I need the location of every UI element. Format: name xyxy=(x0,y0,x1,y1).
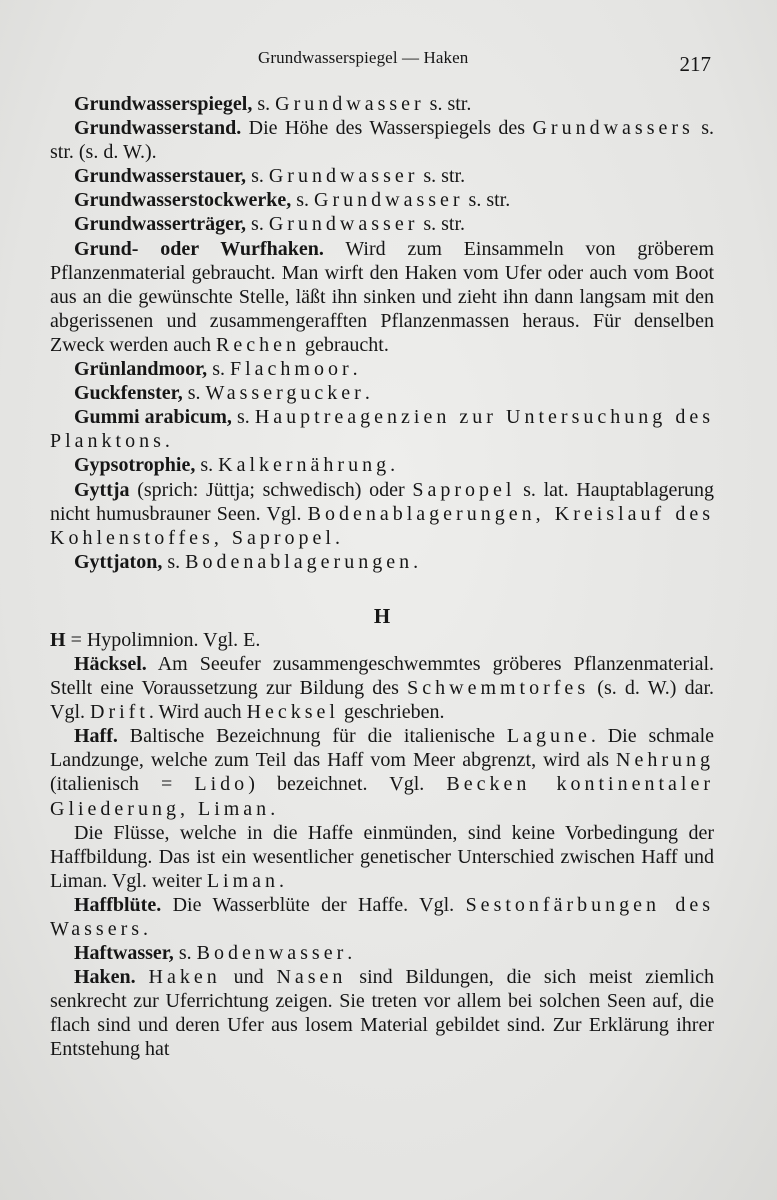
entry-headword: Grundwasserstockwerke, xyxy=(74,189,292,212)
dictionary-entry xyxy=(50,237,714,357)
dictionary-entry xyxy=(50,381,714,405)
spaced-reference: Hauptreagenzien zur Untersuchung des Planktons xyxy=(50,406,714,453)
dictionary-entry xyxy=(50,821,714,893)
entry-text xyxy=(136,966,149,988)
entry-text: Am Seeufer zusammengeschwemmtes gröberes Pflanzenmaterial. Stellt eine Voraussetzung zur Bildung des xyxy=(50,652,714,700)
dictionary-entry xyxy=(50,941,714,965)
entry-headword: Grund- oder Wurfhaken. xyxy=(74,237,324,260)
entry-headword: Haffblüte. xyxy=(74,893,162,916)
entry-text: s. xyxy=(162,550,186,573)
entry-headword: Haken. xyxy=(74,966,136,989)
entry-text: s. xyxy=(246,165,269,188)
entry-text: s. xyxy=(291,189,315,212)
dictionary-entry xyxy=(50,92,714,116)
dictionary-entry xyxy=(50,478,714,550)
entry-text: . Wird auch xyxy=(148,701,247,724)
dictionary-entry xyxy=(50,116,714,164)
entry-text: s. str. xyxy=(418,213,466,236)
dictionary-entry xyxy=(50,550,714,574)
entry-text: (italienisch = xyxy=(50,773,195,796)
entry-text: gebraucht. xyxy=(300,333,389,356)
entry-text: = Hypolimnion. Vgl. E. xyxy=(65,628,261,651)
entry-text: Wird zum Einsammeln von gröberem Pflanzenmaterial gebraucht. Man wirft den Haken vom Ufer oder auch vom Boot aus an die gewünschte Stelle, läßt ihn sinken und zieht ihn dann langsam mit den abgerissenen und zusammengerafften Pflanzenmassen heraus. Für denselben Zweck werden auch xyxy=(50,237,714,356)
section-letter-heading: H xyxy=(373,603,391,628)
spaced-reference: Grundwasser xyxy=(268,165,419,188)
running-header xyxy=(0,48,777,78)
dictionary-entry xyxy=(50,453,714,477)
entry-text: . xyxy=(364,382,370,405)
spaced-reference: Sapropel xyxy=(412,478,516,501)
spaced-reference: Lido xyxy=(194,773,249,796)
entry-text: . xyxy=(347,942,353,965)
entry-headword: Grundwasserstauer, xyxy=(74,165,247,188)
spaced-reference: Lagune xyxy=(506,725,591,748)
entry-text: . xyxy=(270,797,276,820)
entry-text: s. str. xyxy=(424,93,472,115)
entry-text: s. xyxy=(182,382,206,405)
entry-text: . Die schmale Landzunge, welche zum Teil das Haff vom Meer abgrenzt, wird als xyxy=(50,725,714,772)
entry-headword: Gypsotrophie, xyxy=(74,454,196,477)
dictionary-entry xyxy=(50,188,714,212)
entry-text: . xyxy=(413,550,419,573)
entry-text: . xyxy=(390,454,396,477)
dictionary-body xyxy=(50,92,714,1062)
entry-text: Baltische Bezeichnung für die italienische xyxy=(117,725,507,748)
entry-text: s. xyxy=(173,942,197,965)
spaced-reference: Grundwassers xyxy=(532,117,694,140)
dictionary-entry xyxy=(50,164,714,188)
dictionary-entry xyxy=(50,405,714,453)
entry-text: s. xyxy=(231,406,255,429)
spaced-reference: Wassergucker xyxy=(205,382,365,405)
entry-headword: Häcksel. xyxy=(74,652,147,675)
entry-headword: Gummi arabicum, xyxy=(74,406,232,429)
spaced-reference: Bodenablagerungen xyxy=(185,550,414,573)
entry-headword: Grundwasserspiegel, xyxy=(74,93,253,115)
entry-text: Die Höhe des Wasserspiegels des xyxy=(241,117,533,140)
entry-text: . xyxy=(164,430,170,453)
spaced-reference: Kalkernährung xyxy=(218,454,391,477)
spaced-reference: Bodenwasser xyxy=(196,942,348,965)
entry-headword: Guckfenster, xyxy=(74,382,183,405)
entry-headword: Haftwasser, xyxy=(74,942,174,965)
entry-text: . xyxy=(279,869,285,892)
entry-text: sind Bildungen, die sich meist ziemlich senkrecht zur Uferrichtung zeigen. Sie treten vor allem bei solchen Seen auf, die flach sind und deren Ufer aus losem Material gebildet sind. Zur Erklärung ihrer Entstehung hat xyxy=(50,966,715,1061)
entry-text: Die Flüsse, welche in die Haffe einmünden, sind keine Vorbedingung der Haffbildung. Das ist ein wesentlicher genetischer Unterschied zwischen Haff und Liman. Vgl. weiter xyxy=(50,821,714,892)
entry-text: . xyxy=(352,358,358,381)
spaced-reference: Becken kontinentaler Gliederung, Liman xyxy=(50,773,714,820)
entry-text: Die Wasserblüte der Haffe. Vgl. xyxy=(161,893,466,916)
entry-headword: Haff. xyxy=(74,725,118,748)
dictionary-entry xyxy=(50,652,714,724)
entry-text: s. xyxy=(207,358,230,381)
entry-text: s. xyxy=(195,454,219,477)
spaced-reference: Hecksel xyxy=(246,701,339,724)
spaced-reference: Flachmoor xyxy=(229,358,353,381)
entry-text: und xyxy=(220,966,277,989)
entry-headword: Grundwasserstand. xyxy=(74,117,242,140)
spaced-reference: Grundwasser xyxy=(314,189,464,212)
entry-headword: Grundwasserträger, xyxy=(74,213,247,236)
spaced-reference: Haken xyxy=(148,966,221,989)
entry-headword: Gyttjaton, xyxy=(74,550,163,573)
entry-headword: Gyttja xyxy=(74,478,130,501)
dictionary-entry xyxy=(50,212,714,236)
entry-text: s. str. xyxy=(463,189,511,212)
dictionary-entry xyxy=(50,724,714,820)
spaced-reference: Rechen xyxy=(216,333,301,356)
running-title: Grundwasserspiegel — Haken xyxy=(258,48,469,67)
entry-headword: Grünlandmoor, xyxy=(74,358,208,381)
spaced-reference: Schwemmtorfes xyxy=(407,677,590,700)
entry-text: geschrieben. xyxy=(339,701,445,724)
entry-text: s. lat. Hauptablagerung nicht humusbrauner Seen. Vgl. xyxy=(50,478,715,525)
entry-text: . xyxy=(143,918,149,940)
spaced-reference: Liman xyxy=(206,869,280,892)
entry-text: ) bezeichnet. Vgl. xyxy=(248,773,447,796)
entries-g xyxy=(50,92,714,574)
entry-headword: H xyxy=(50,628,66,651)
spaced-reference: Grundwasser xyxy=(268,213,419,236)
spaced-reference: Nasen xyxy=(276,966,347,989)
spaced-reference: Sestonfärbungen des Wassers xyxy=(50,893,715,940)
entry-text: (sprich: Jüttja; schwedisch) oder xyxy=(129,478,413,501)
entry-text: . xyxy=(334,526,340,549)
dictionary-entry xyxy=(50,357,714,381)
dictionary-entry xyxy=(50,893,714,941)
dictionary-entry xyxy=(50,628,714,652)
entry-text: s. xyxy=(246,213,269,236)
page-number: 217 xyxy=(679,52,711,76)
entries-h xyxy=(50,628,714,1062)
spaced-reference: Nehrung xyxy=(616,749,714,772)
entry-text: (s. d. W.) dar. Vgl. xyxy=(50,677,715,724)
entry-text: s. str. (s. d. W.). xyxy=(50,117,714,164)
dictionary-entry xyxy=(50,965,714,1061)
entry-text: s. str. xyxy=(418,165,466,188)
spaced-reference: Drift xyxy=(90,701,149,724)
spaced-reference: Grundwasser xyxy=(275,93,425,115)
entry-text: s. xyxy=(252,93,276,115)
spaced-reference: Bodenablagerungen, Kreislauf des Kohlenstoffes, Sapropel xyxy=(50,502,715,549)
